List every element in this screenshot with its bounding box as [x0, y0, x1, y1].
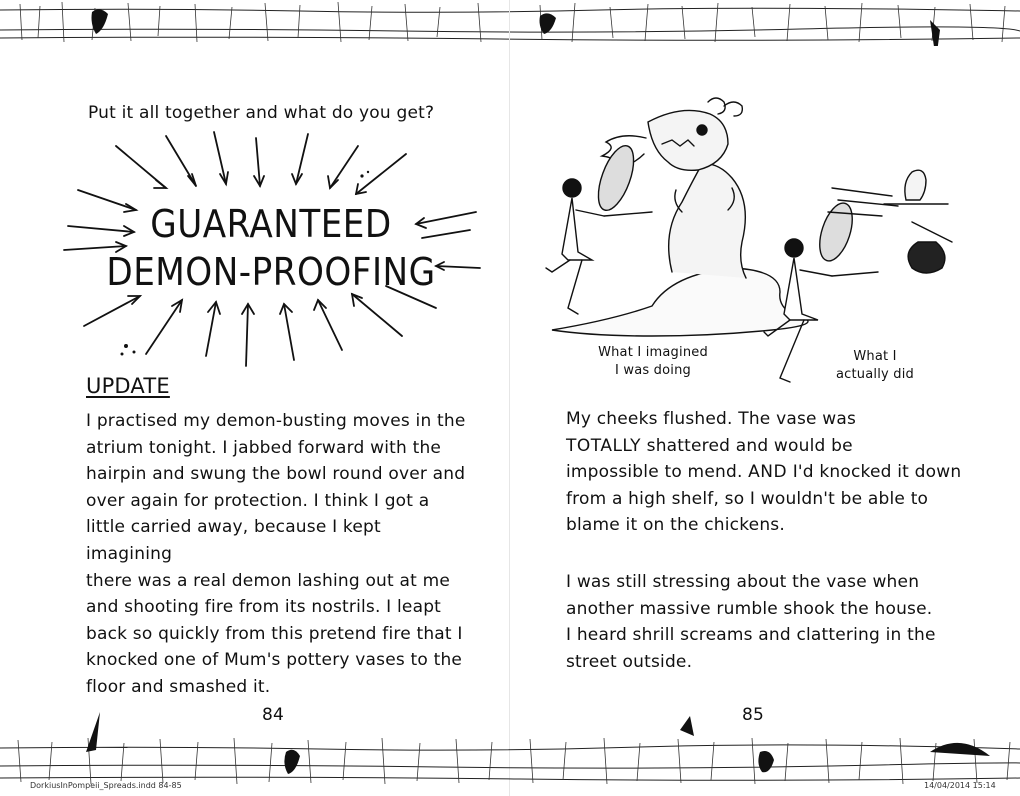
- text-line: floor and smashed it.: [86, 676, 271, 697]
- text-line: knocked one of Mum's pottery vases to the: [86, 650, 463, 671]
- text-line: atrium tonight. I jabbed forward with the: [86, 437, 442, 458]
- page-number-left: 84: [262, 705, 285, 725]
- slug-timestamp: 14/04/2014 15:14: [924, 781, 996, 790]
- text-line: another massive rumble shook the house.: [566, 598, 933, 619]
- rumble-paragraph: [566, 569, 966, 675]
- text-line: blame it on the chickens.: [566, 515, 785, 536]
- caption-actually-did: What I actually did: [836, 349, 914, 382]
- emphasis-and: AND: [748, 462, 788, 483]
- top-scroll-border: [0, 0, 1020, 46]
- update-paragraph: [86, 408, 466, 701]
- headline-line-1: GUARANTEED: [150, 202, 392, 246]
- headline: [56, 200, 486, 296]
- update-heading: UPDATE: [86, 374, 170, 398]
- text-line: I practised my demon-busting moves in the: [86, 411, 466, 431]
- slug-filename: DorkiusInPompeii_Spreads.indd 84-85: [30, 781, 182, 790]
- text-line: over again for protection. I think I got a: [86, 490, 430, 511]
- caption-imagined: What I imagined I was doing: [598, 345, 708, 378]
- vase-paragraph: [566, 406, 966, 539]
- text-line: back so quickly from this pretend fire that I: [86, 623, 463, 644]
- text-line: I was still stressing about the vase when: [566, 572, 920, 592]
- text-line: from a high shelf, so I wouldn't be able to: [566, 488, 929, 509]
- text-line: there was a real demon lashing out at me: [86, 570, 451, 591]
- text-line: TOTALLY shattered and would be: [566, 435, 853, 456]
- text-line: impossible to mend. AND I'd knocked it down: [566, 462, 962, 483]
- emphasis-totally: TOTALLY: [566, 435, 642, 456]
- text-line: street outside.: [566, 651, 693, 672]
- text-line: and shooting fire from its nostrils. I leapt: [86, 597, 442, 618]
- text-line: My cheeks flushed. The vase was: [566, 409, 857, 429]
- text-line: hairpin and swung the bowl round over and: [86, 464, 466, 485]
- page-number-right: 85: [742, 705, 765, 725]
- text-line: little carried away, because I kept imagining: [86, 517, 381, 564]
- intro-line: Put it all together and what do you get?: [88, 103, 435, 123]
- headline-line-2: DEMON-PROOFING: [106, 250, 436, 294]
- page-fold: [509, 0, 510, 796]
- text-line: I heard shrill screams and clattering in the: [566, 625, 936, 646]
